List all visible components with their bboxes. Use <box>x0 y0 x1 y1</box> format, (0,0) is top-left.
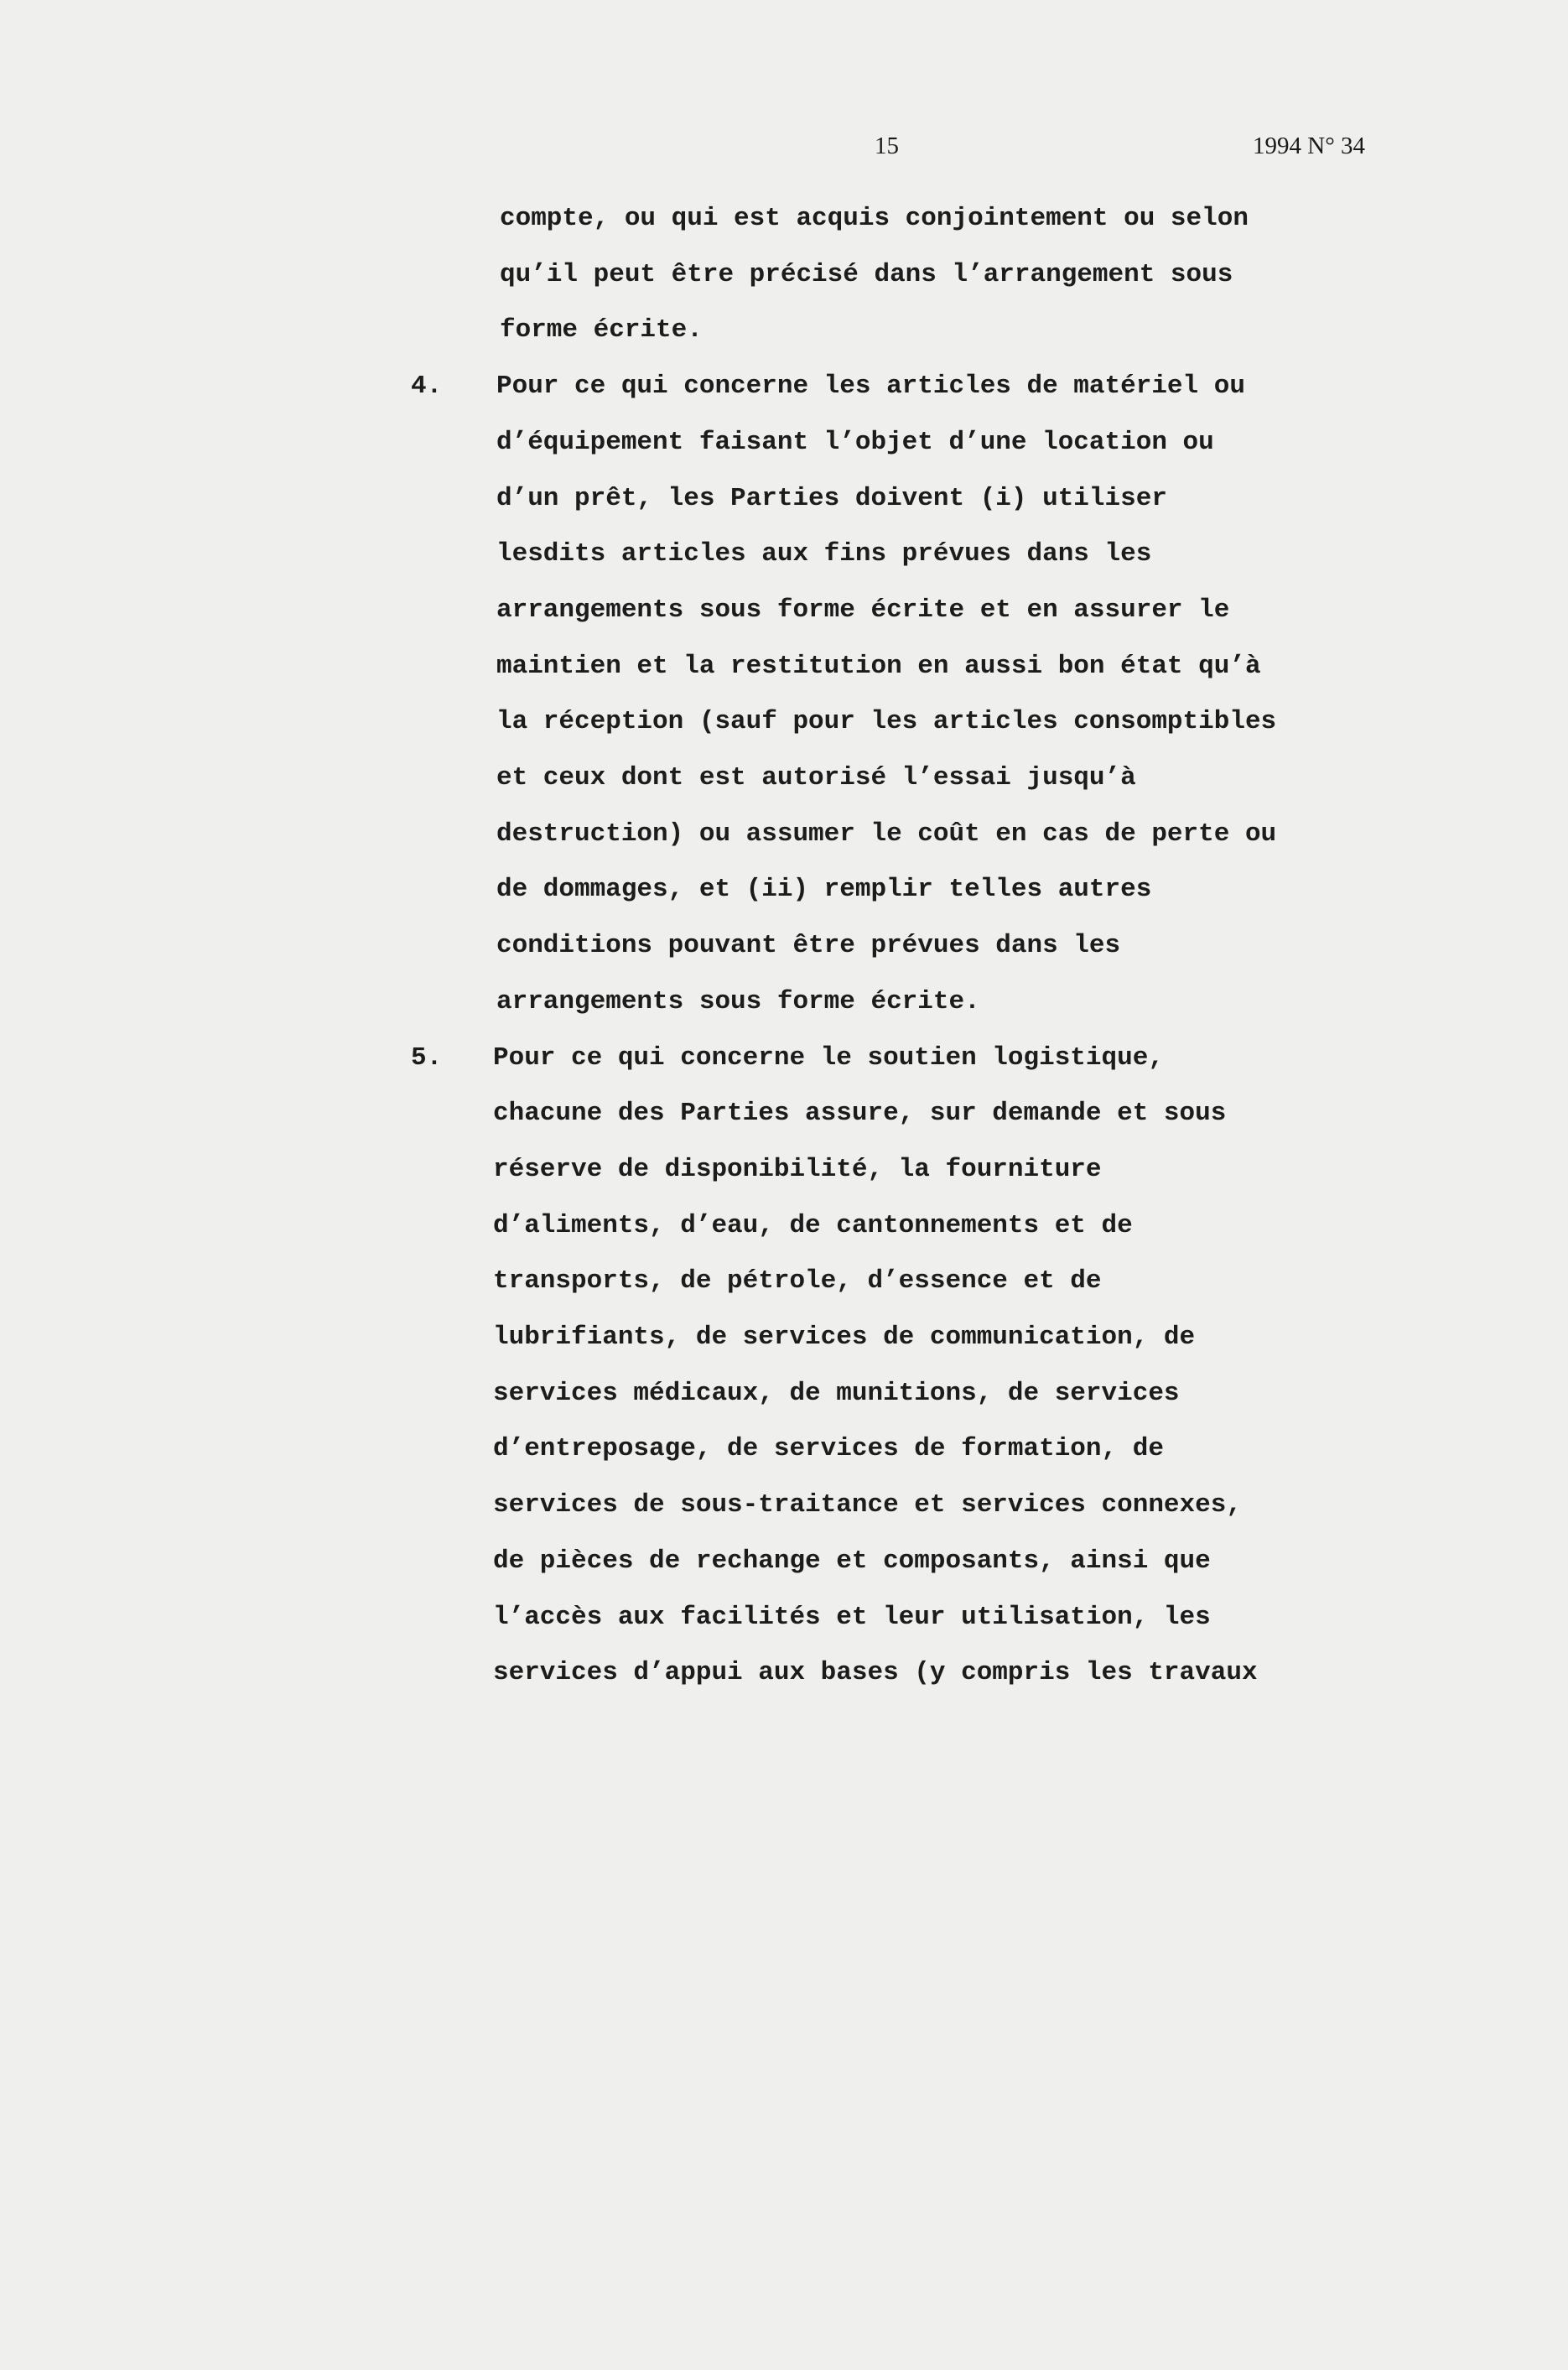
text-line: destruction) ou assumer le coût en cas de perte ou <box>496 819 1277 849</box>
text-line: conditions pouvant être prévues dans les <box>496 931 1121 960</box>
text-line: d’entreposage, de services de formation, de <box>493 1434 1164 1463</box>
document-reference: 1994 N° 34 <box>1253 133 1366 159</box>
text-line: l’accès aux facilités et leur utilisation, les <box>493 1603 1211 1632</box>
text-line: qu’il peut être précisé dans l’arrangement sous <box>500 260 1233 289</box>
text-line: d’aliments, d’eau, de cantonnements et de <box>493 1211 1133 1240</box>
text-line: Pour ce qui concerne le soutien logistique, <box>493 1043 1164 1073</box>
text-line: et ceux dont est autorisé l’essai jusqu’à <box>496 763 1136 793</box>
text-line: arrangements sous forme écrite et en assurer le <box>496 595 1230 625</box>
text-line: maintien et la restitution en aussi bon état qu’à <box>496 652 1261 681</box>
text-line: lubrifiants, de services de communication, de <box>493 1323 1196 1352</box>
page-number: 15 <box>875 133 899 159</box>
text-line: chacune des Parties assure, sur demande et sous <box>493 1099 1227 1128</box>
text-line: de dommages, et (ii) remplir telles autres <box>496 875 1152 904</box>
text-line: la réception (sauf pour les articles consomptibles <box>496 707 1277 736</box>
text-line: Pour ce qui concerne les articles de matériel ou <box>496 372 1245 401</box>
text-line: services de sous-traitance et services connexes, <box>493 1490 1242 1520</box>
text-line: compte, ou qui est acquis conjointement ou selon <box>500 204 1249 233</box>
paragraph-number: 4. <box>411 372 443 401</box>
text-line: réserve de disponibilité, la fourniture <box>493 1155 1102 1184</box>
text-line: arrangements sous forme écrite. <box>496 987 980 1016</box>
paragraph-number: 5. <box>411 1043 443 1073</box>
text-line: services médicaux, de munitions, de services <box>493 1379 1180 1408</box>
text-line: forme écrite. <box>500 315 703 345</box>
text-line: d’un prêt, les Parties doivent (i) utiliser <box>496 484 1167 513</box>
text-line: services d’appui aux bases (y compris les travaux <box>493 1658 1258 1687</box>
text-line: de pièces de rechange et composants, ainsi que <box>493 1546 1211 1576</box>
text-line: d’équipement faisant l’objet d’une location ou <box>496 428 1214 457</box>
text-line: transports, de pétrole, d’essence et de <box>493 1266 1102 1296</box>
text-line: lesdits articles aux fins prévues dans les <box>496 539 1152 569</box>
